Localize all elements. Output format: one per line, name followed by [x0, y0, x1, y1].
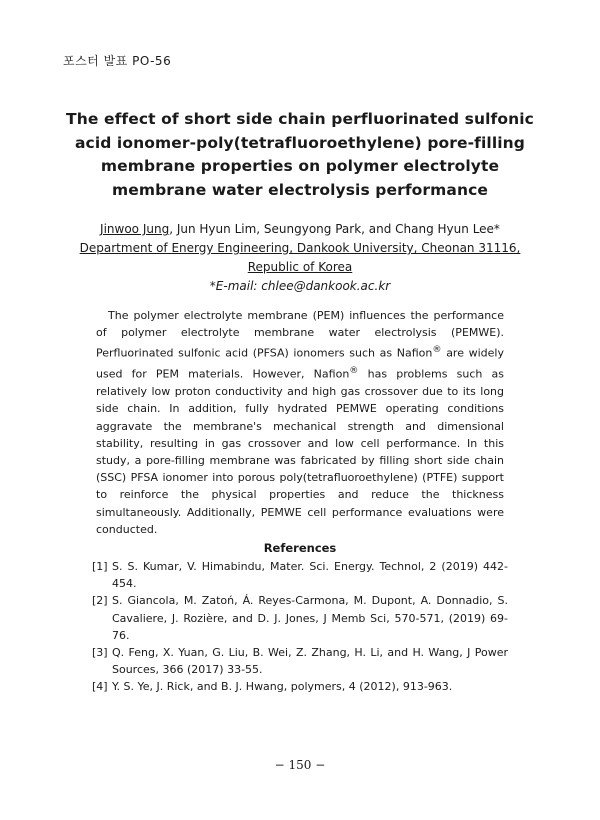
reference-text: Y. S. Ye, J. Rick, and B. J. Hwang, polymers, 4 (2012), 913-963. — [112, 680, 453, 694]
reference-text: S. S. Kumar, V. Himabindu, Mater. Sci. Energy. Technol, 2 (2019) 442-454. — [112, 560, 508, 591]
affiliation-line-2: Republic of Korea — [247, 260, 353, 274]
reference-item — [92, 558, 508, 592]
abstract-part-3: has problems such as relatively low proton conductivity and high gas crossover due to its long side chain. In addition, fully hydrated PEMWE operating conditions aggravate the membrane's mechanical strength and dimensional stability, resulting in gas crossover and low cell performance. In this study, a pore-filling membrane was fabricated by filling short side chain (SSC) PFSA ionomer into porous poly(tetrafluoroethylene) (PTFE) support to reinforce the physical properties and reduce the thickness simultaneously. Additionally, PEMWE cell performance evaluations were conducted. — [96, 367, 505, 536]
co-authors: , Jun Hyun Lim, Seungyong Park, and Chang Hyun Lee* — [169, 222, 500, 236]
reference-item — [92, 592, 508, 644]
abstract-part-1: The polymer electrolyte membrane (PEM) influences the performance of polymer electrolyte membrane water electrolysis (PEMWE). Perfluorinated sulfonic acid (PFSA) ionomers such as Nafion — [96, 309, 504, 361]
reference-text: Q. Feng, X. Yuan, G. Liu, B. Wei, Z. Zhang, H. Li, and H. Wang, J Power Sources, 366 (2017) 33-55. — [112, 646, 508, 677]
affiliation-line-1: Department of Energy Engineering, Dankook University, Cheonan 31116, — [79, 241, 521, 255]
email-line — [60, 277, 540, 296]
presenting-author: Jinwoo Jung — [100, 222, 170, 236]
reference-number: [4] — [92, 680, 108, 694]
registered-mark: ® — [432, 344, 442, 356]
email-asterisk: * — [209, 279, 216, 293]
abstract-part-2: are widely used for PEM materials. However, Nafion — [96, 347, 504, 381]
reference-number: [1] — [92, 560, 108, 573]
email-address: E-mail: chlee@dankook.ac.kr — [215, 279, 391, 293]
reference-text: S. Giancola, M. Zatoń, Á. Reyes-Carmona, M. Dupont, A. Donnadio, S. Cavaliere, J. Rozière, and D. J. Jones, J Memb Sci, 570-571, (2019) 69-76. — [112, 594, 508, 642]
reference-item — [92, 678, 508, 695]
session-label: 포스터 발표 PO-56 — [63, 54, 172, 68]
reference-list — [92, 558, 508, 696]
registered-mark: ® — [349, 365, 359, 377]
reference-number: [3] — [92, 646, 108, 660]
paper-title: The effect of short side chain perfluorinated sulfonic acid ionomer-poly(tetrafluoroethylene) pore-filling membrane properties on polymer electrolyte membrane water electrolysis performance — [66, 110, 534, 199]
reference-number: [2] — [92, 594, 108, 608]
reference-item — [92, 644, 508, 678]
author-block — [60, 220, 540, 296]
references-heading: References — [263, 541, 337, 555]
author-list — [60, 220, 540, 239]
abstract-paragraph — [96, 307, 504, 538]
page-number: − 150 − — [274, 758, 326, 772]
